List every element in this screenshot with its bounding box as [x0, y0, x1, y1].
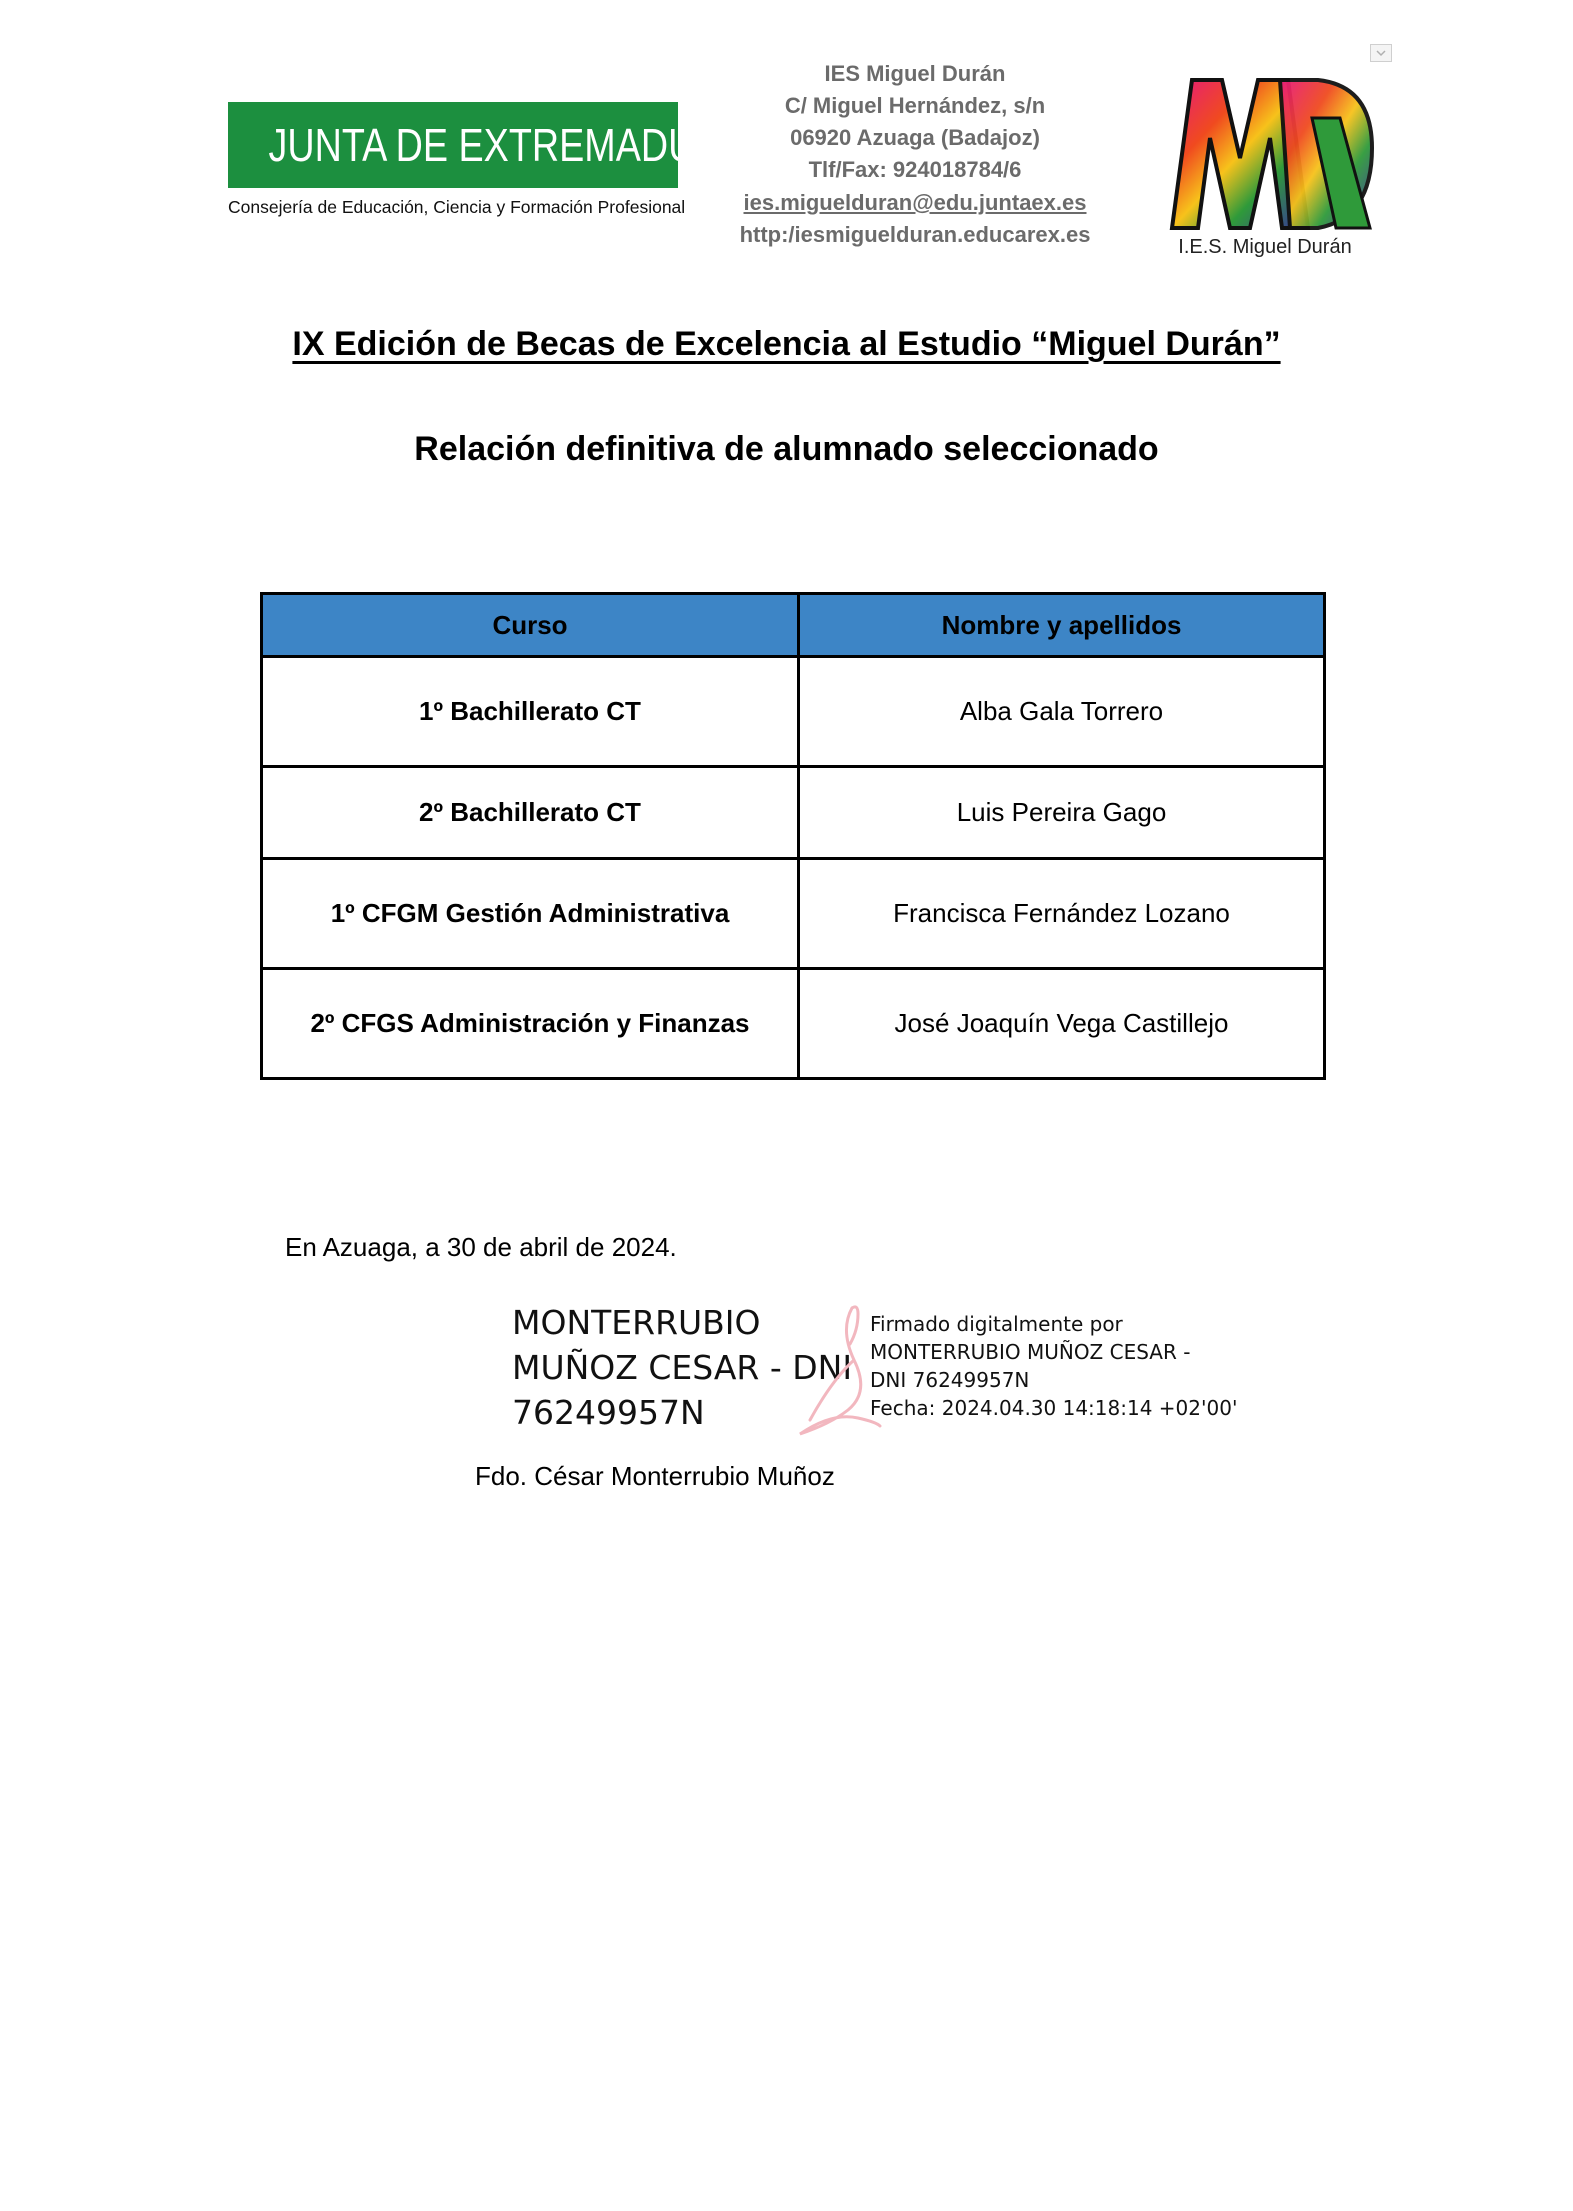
student-name-cell: Luis Pereira Gago [799, 767, 1325, 859]
table-header-row [262, 594, 1325, 657]
document-subtitle: Relación definitiva de alumnado seleccionado [414, 430, 1159, 468]
school-street: C/ Miguel Hernández, s/n [784, 93, 1046, 118]
signed-by: Fdo. César Monterrubio Muñoz [475, 1461, 835, 1491]
student-name-cell: Alba Gala Torrero [799, 657, 1325, 767]
place-date: En Azuaga, a 30 de abril de 2024. [285, 1232, 677, 1262]
course-cell: 1º CFGM Gestión Administrativa [262, 859, 799, 969]
school-logo-text: MD [1270, 178, 1272, 179]
digital-signature-icon [792, 1300, 882, 1440]
school-name: IES Miguel Durán [824, 61, 1006, 86]
school-logo-icon [1160, 68, 1380, 248]
column-header-course: Curso [262, 594, 799, 657]
junta-logo-title: JUNTA DE EXTREMADURA [268, 119, 748, 171]
signature-detail-line: DNI 76249957N [870, 1368, 1030, 1392]
chevron-down-icon[interactable] [1370, 44, 1392, 62]
column-header-name: Nombre y apellidos [799, 594, 1325, 657]
selection-table [260, 592, 1326, 1080]
junta-logo-subtitle: Consejería de Educación, Ciencia y Formación Profesional [228, 197, 686, 217]
school-email-link[interactable]: ies.miguelduran@edu.juntaex.es [743, 190, 1087, 215]
school-city: 06920 Azuaga (Badajoz) [790, 125, 1040, 150]
signature-detail-line: Fecha: 2024.04.30 14:18:14 +02'00' [870, 1396, 1238, 1420]
table-row [262, 969, 1325, 1079]
course-cell: 2º CFGS Administración y Finanzas [262, 969, 799, 1079]
signature-detail-line: MONTERRUBIO MUÑOZ CESAR - [870, 1340, 1191, 1364]
table-row [262, 767, 1325, 859]
school-logo-caption: I.E.S. Miguel Durán [1178, 236, 1352, 258]
signature-detail-line: Firmado digitalmente por [870, 1312, 1123, 1336]
signature-name-line: MUÑOZ CESAR - DNI [512, 1348, 853, 1387]
school-phone: Tlf/Fax: 924018784/6 [808, 157, 1022, 182]
signature-name-line: MONTERRUBIO [512, 1303, 761, 1342]
student-name-cell: José Joaquín Vega Castillejo [799, 969, 1325, 1079]
table-row [262, 859, 1325, 969]
school-website: http:/iesmiguelduran.educarex.es [739, 222, 1091, 247]
course-cell: 2º Bachillerato CT [262, 767, 799, 859]
signature-name-line: 76249957N [512, 1393, 705, 1432]
table-row [262, 657, 1325, 767]
course-cell: 1º Bachillerato CT [262, 657, 799, 767]
document-title: IX Edición de Becas de Excelencia al Estudio “Miguel Durán” [292, 325, 1281, 363]
student-name-cell: Francisca Fernández Lozano [799, 859, 1325, 969]
